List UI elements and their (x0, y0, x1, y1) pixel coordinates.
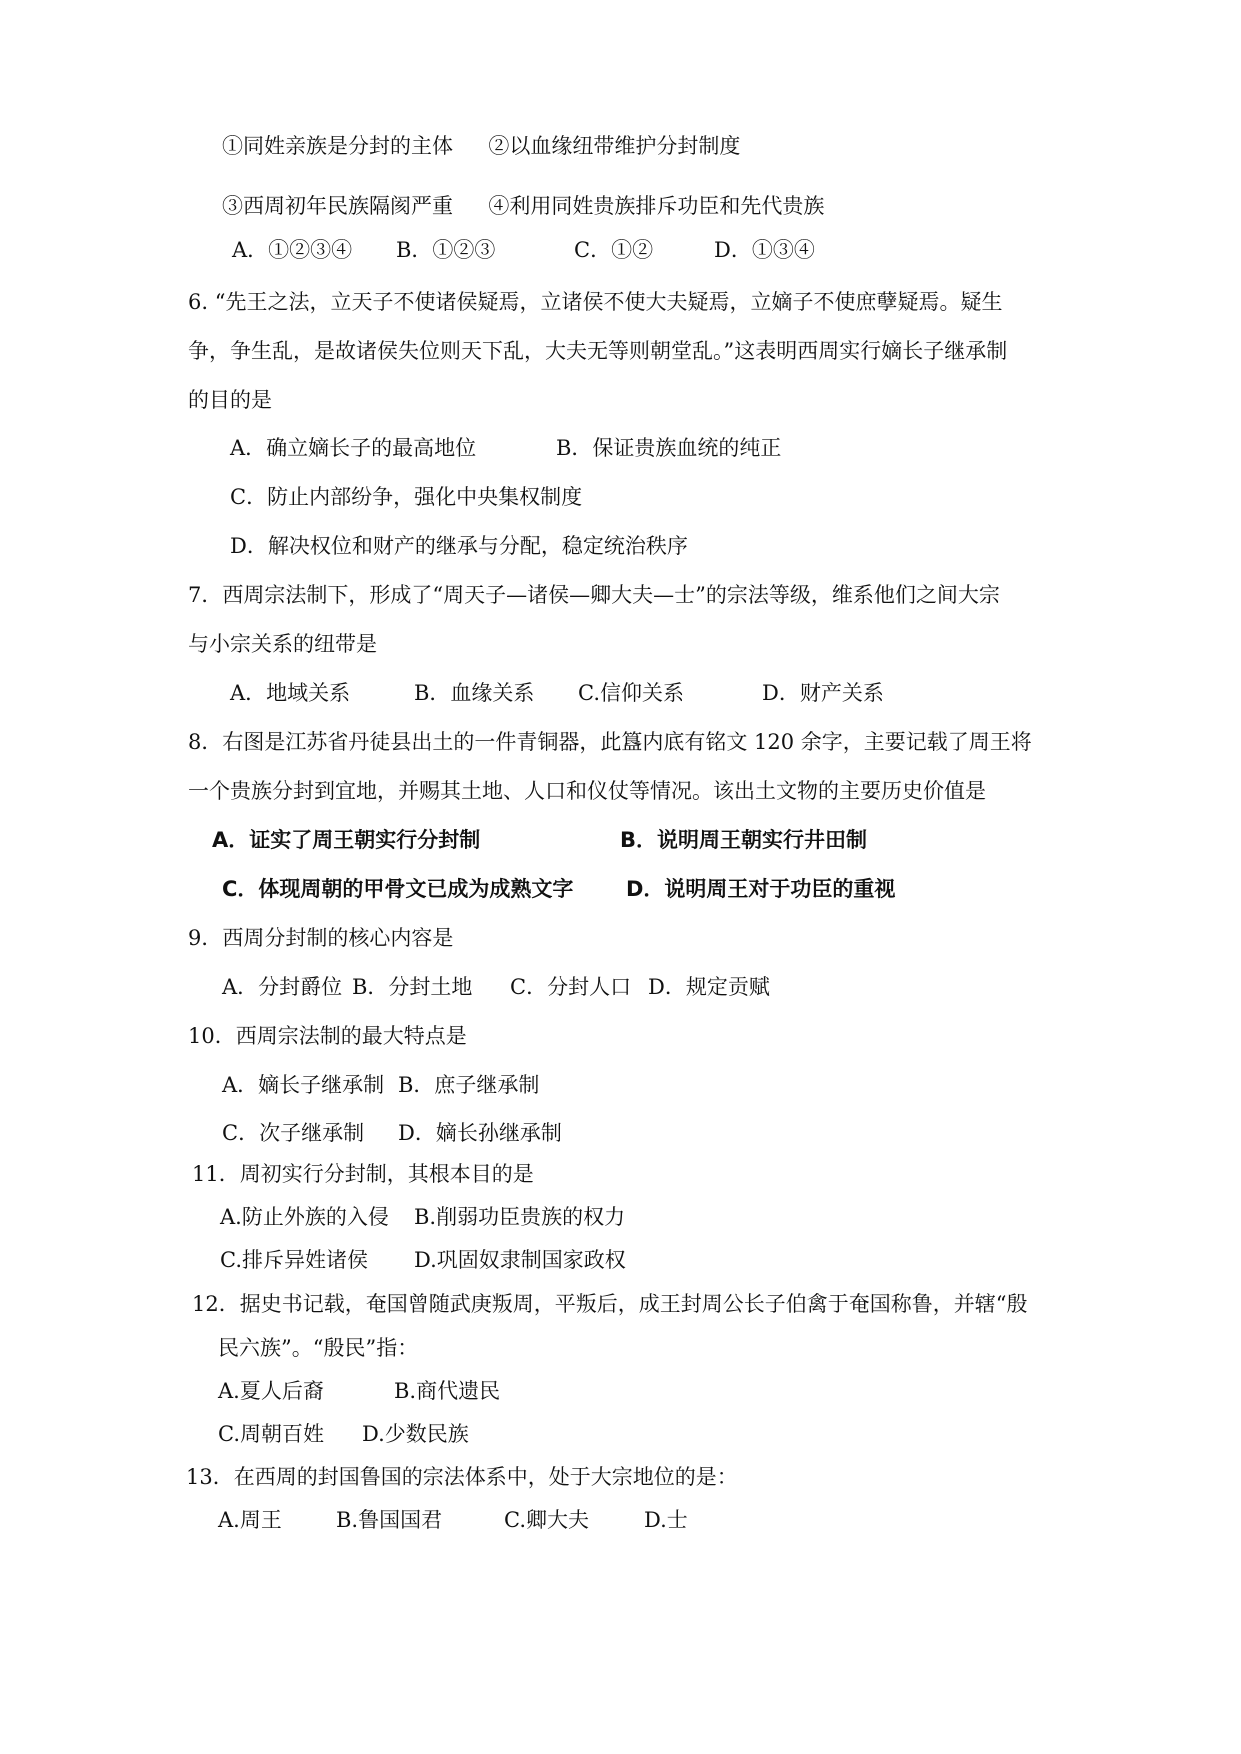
q10-options-row-2 (222, 1119, 562, 1147)
q11-options-row-1 (220, 1203, 625, 1231)
q13-options (218, 1506, 688, 1534)
q12-option-a: A.夏人后裔 (218, 1379, 324, 1403)
q7-stem-line-2: 与小宗关系的纽带是 (188, 632, 377, 656)
q11-option-d: D.巩固奴隶制国家政权 (414, 1248, 626, 1272)
q5-option-b: B．①②③ (396, 238, 496, 262)
q12-options-row-1 (218, 1377, 500, 1405)
q6-stem-line-1: 6. “先王之法，立天子不使诸侯疑焉，立诸侯不使大夫疑焉，立嫡子不使庶孽疑焉。疑生 (188, 290, 1003, 314)
q9-options (222, 973, 770, 1001)
q7-option-a: A．地域关系 (230, 681, 351, 705)
q9-option-b: B．分封土地 (352, 975, 473, 999)
q9-option-c: C．分封人口 (510, 975, 632, 999)
q11-options-row-2 (220, 1246, 626, 1274)
q8-option-a: A．证实了周王朝实行分封制 (212, 828, 481, 852)
q10-option-b: B．庶子继承制 (398, 1073, 540, 1097)
q8-option-d: D．说明周王对于功臣的重视 (626, 877, 896, 901)
q5-option-c: C．①② (574, 238, 654, 262)
q5-statement-4: ④利用同姓贵族排斥功臣和先代贵族 (488, 194, 825, 218)
q10-option-c: C．次子继承制 (222, 1121, 365, 1145)
q5-option-a: A．①②③④ (232, 238, 353, 262)
q8-option-b: B．说明周王朝实行井田制 (620, 828, 868, 852)
q8-stem-line-2: 一个贵族分封到宜地，并赐其土地、人口和仪仗等情况。该出土文物的主要历史价值是 (188, 779, 986, 803)
q6-options-row-1 (230, 434, 781, 462)
q7-options (230, 679, 884, 707)
q10-stem: 10．西周宗法制的最大特点是 (188, 1024, 467, 1048)
q9-option-d: D．规定贡赋 (648, 975, 770, 999)
q6-option-d: D．解决权位和财产的继承与分配，稳定统治秩序 (230, 534, 688, 558)
q13-option-b: B.鲁国国君 (336, 1508, 443, 1532)
q12-option-b: B.商代遗民 (394, 1379, 501, 1403)
q13-option-a: A.周王 (218, 1508, 282, 1532)
q8-stem-line-1: 8．右图是江苏省丹徒县出土的一件青铜器，此簋内底有铭文 120 余字，主要记载了周王将 (188, 730, 1032, 754)
q11-option-c: C.排斥异姓诸侯 (220, 1248, 368, 1272)
q6-option-c: C．防止内部纷争，强化中央集权制度 (230, 485, 583, 509)
q11-stem: 11．周初实行分封制，其根本目的是 (192, 1162, 534, 1186)
q13-stem: 13．在西周的封国鲁国的宗法体系中，处于大宗地位的是： (186, 1465, 738, 1489)
q10-option-a: A．嫡长子继承制 (222, 1073, 385, 1097)
q6-stem-line-2: 争，争生乱，是故诸侯失位则天下乱，大夫无等则朝堂乱。”这表明西周实行嫡长子继承制 (188, 339, 1008, 363)
q9-option-a: A．分封爵位 (222, 975, 343, 999)
q7-option-c: C.信仰关系 (578, 681, 684, 705)
q13-option-d: D.士 (644, 1508, 688, 1532)
q5-option-d: D．①③④ (714, 238, 815, 262)
q8-options-row-1 (212, 826, 867, 854)
q12-option-d: D.少数民族 (362, 1422, 469, 1446)
q13-option-c: C.卿大夫 (504, 1508, 589, 1532)
q7-stem-line-1: 7．西周宗法制下，形成了“周天子—诸侯—卿大夫—士”的宗法等级，维系他们之间大宗 (188, 583, 1000, 607)
q5-statement-3: ③西周初年民族隔阂严重 (222, 194, 453, 218)
q5-statement-line-1 (222, 132, 740, 160)
q11-option-a: A.防止外族的入侵 (220, 1205, 389, 1229)
q5-statement-2: ②以血缘纽带维护分封制度 (488, 134, 741, 158)
q5-options (232, 236, 815, 264)
q7-option-b: B．血缘关系 (414, 681, 535, 705)
q12-stem-line-1: 12．据史书记载，奄国曾随武庚叛周，平叛后，成王封周公长子伯禽于奄国称鲁，并辖“殷 (192, 1292, 1028, 1316)
q10-option-d: D．嫡长孙继承制 (398, 1121, 562, 1145)
q8-option-c: C．体现周朝的甲骨文已成为成熟文字 (222, 877, 574, 901)
q8-options-row-2 (222, 875, 895, 903)
q5-statement-line-2 (222, 192, 824, 220)
q10-options-row-1 (222, 1071, 539, 1099)
q6-stem-line-3: 的目的是 (188, 388, 272, 412)
q12-option-c: C.周朝百姓 (218, 1422, 324, 1446)
q7-option-d: D．财产关系 (762, 681, 884, 705)
q11-option-b: B.削弱功臣贵族的权力 (414, 1205, 626, 1229)
q5-statement-1: ①同姓亲族是分封的主体 (222, 134, 453, 158)
q6-option-b: B．保证贵族血统的纯正 (556, 436, 782, 460)
q6-option-a: A．确立嫡长子的最高地位 (230, 436, 477, 460)
q12-stem-line-2: 民六族”。“殷民”指： (218, 1336, 419, 1360)
q12-options-row-2 (218, 1420, 469, 1448)
q9-stem: 9．西周分封制的核心内容是 (188, 926, 454, 950)
